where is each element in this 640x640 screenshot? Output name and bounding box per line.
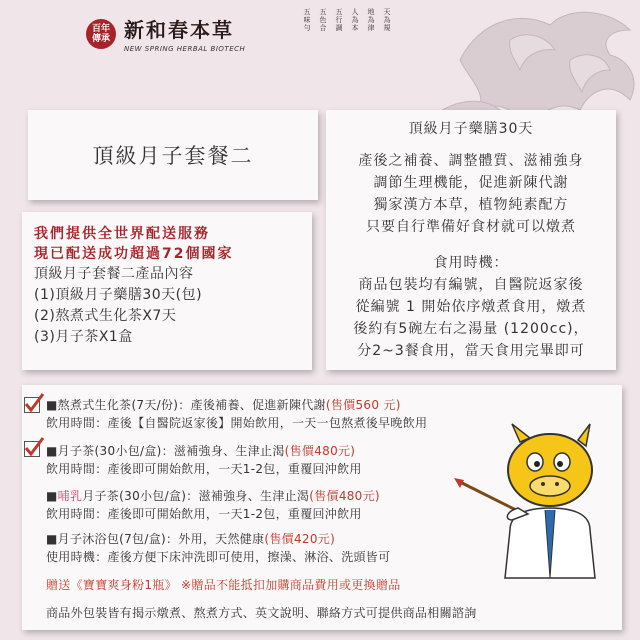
info-line: 產後之補養、調整體質、滋補強身 <box>358 153 584 169</box>
motto-line: 地為律 <box>367 8 375 32</box>
usage-line: 商品包裝均有編號，自醫院返家後 <box>358 277 584 293</box>
brand-text <box>124 14 245 53</box>
content-item: (2)熬煮式生化茶X7天 <box>34 308 177 324</box>
shipping-text: 我們提供全世界配送服務 <box>34 226 210 242</box>
usage-line: 從編號 1 開始依序燉煮食用，燉煮 <box>355 299 587 315</box>
product-detail: 使用時機：產後方便下床沖洗即可使用，擦澡、淋浴、洗頭皆可 <box>46 550 391 564</box>
motto-line: 人為本 <box>351 8 359 32</box>
content-heading: 頂級月子套餐二產品內容 <box>34 266 194 282</box>
content-item: (1)頂級月子藥膳30天(包) <box>34 287 203 303</box>
product-line <box>46 487 380 505</box>
product-name: ■月子茶(30小包/盒)：滋補強身、生津止渴 <box>46 444 285 458</box>
info-line: 只要自行準備好食材就可以燉煮 <box>366 219 576 235</box>
usage-title: 食用時機： <box>433 255 509 271</box>
usage-line: 分2~3餐食用，當天食用完畢即可 <box>357 343 585 359</box>
product-name: ■月子沐浴包(7包/盒)：外用，天然健康 <box>46 532 265 546</box>
product-price: (售價420元) <box>264 532 336 546</box>
brand-logo <box>86 14 245 53</box>
brand-name: 新和春本草 <box>124 18 234 42</box>
motto-line: 五行調 <box>335 8 343 32</box>
checkbox-icon <box>24 441 40 457</box>
product-price: (售價560 元) <box>325 398 401 412</box>
mascot-illustration <box>450 420 620 580</box>
product-line <box>46 396 401 414</box>
footer-note: 商品外包裝皆有揭示燉煮、熬煮方式、英文說明、聯絡方式可提供商品相關諮詢 <box>46 606 477 620</box>
info-box <box>326 110 616 370</box>
brand-subtitle: NEW SPRING HERBAL BIOTECH <box>124 45 246 53</box>
info-line: 調節生理機能，促進新陳代謝 <box>373 175 569 191</box>
brand-seal: 百年傳承 <box>86 19 116 49</box>
product-line <box>46 530 335 548</box>
product-detail: 飲用時間：產後【自醫院返家後】開始飲用，一天一包熬煮後早晚飲用 <box>46 416 428 430</box>
info-line: 獨家漢方本草，植物純素配方 <box>373 197 569 213</box>
checkmark-icon <box>23 392 45 414</box>
motto-line: 五味勻 <box>303 8 311 32</box>
content-item: (3)月子茶X1盒 <box>34 329 133 345</box>
product-prefix: ■ <box>46 489 58 503</box>
product-price: (售價480元) <box>284 444 356 458</box>
product-name: ■熬煮式生化茶(7天/份)：產後補養、促進新陳代謝 <box>46 398 326 412</box>
product-detail: 飲用時間：產後即可開始飲用，一天1-2包，重覆回沖飲用 <box>46 507 362 521</box>
motto-line: 五色合 <box>319 8 327 32</box>
checkbox-icon <box>24 397 40 413</box>
content-box <box>22 212 312 370</box>
shipping-text: 現已配送成功超過72個國家 <box>34 246 234 262</box>
title-box <box>28 110 318 200</box>
product-detail: 飲用時間：產後即可開始飲用，一天1-2包，重覆回沖飲用 <box>46 462 362 476</box>
checkmark-icon <box>23 436 45 458</box>
info-line: 頂級月子藥膳30天 <box>408 121 534 137</box>
usage-line: 後約有5碗左右之湯量 (1200cc)， <box>353 321 589 337</box>
motto-line: 天為規 <box>383 8 391 32</box>
product-price: (售價480元) <box>309 489 380 503</box>
product-line <box>46 442 355 460</box>
page-title: 頂級月子套餐二 <box>92 144 254 168</box>
gift-note: 贈送《寶寶爽身粉1瓶》 ※贈品不能抵扣加購商品費用或更換贈品 <box>46 578 401 592</box>
product-name: 月子茶(30小包/盒)：滋補強身、生津止渴 <box>82 489 310 503</box>
product-highlight: 哺乳 <box>57 489 83 503</box>
